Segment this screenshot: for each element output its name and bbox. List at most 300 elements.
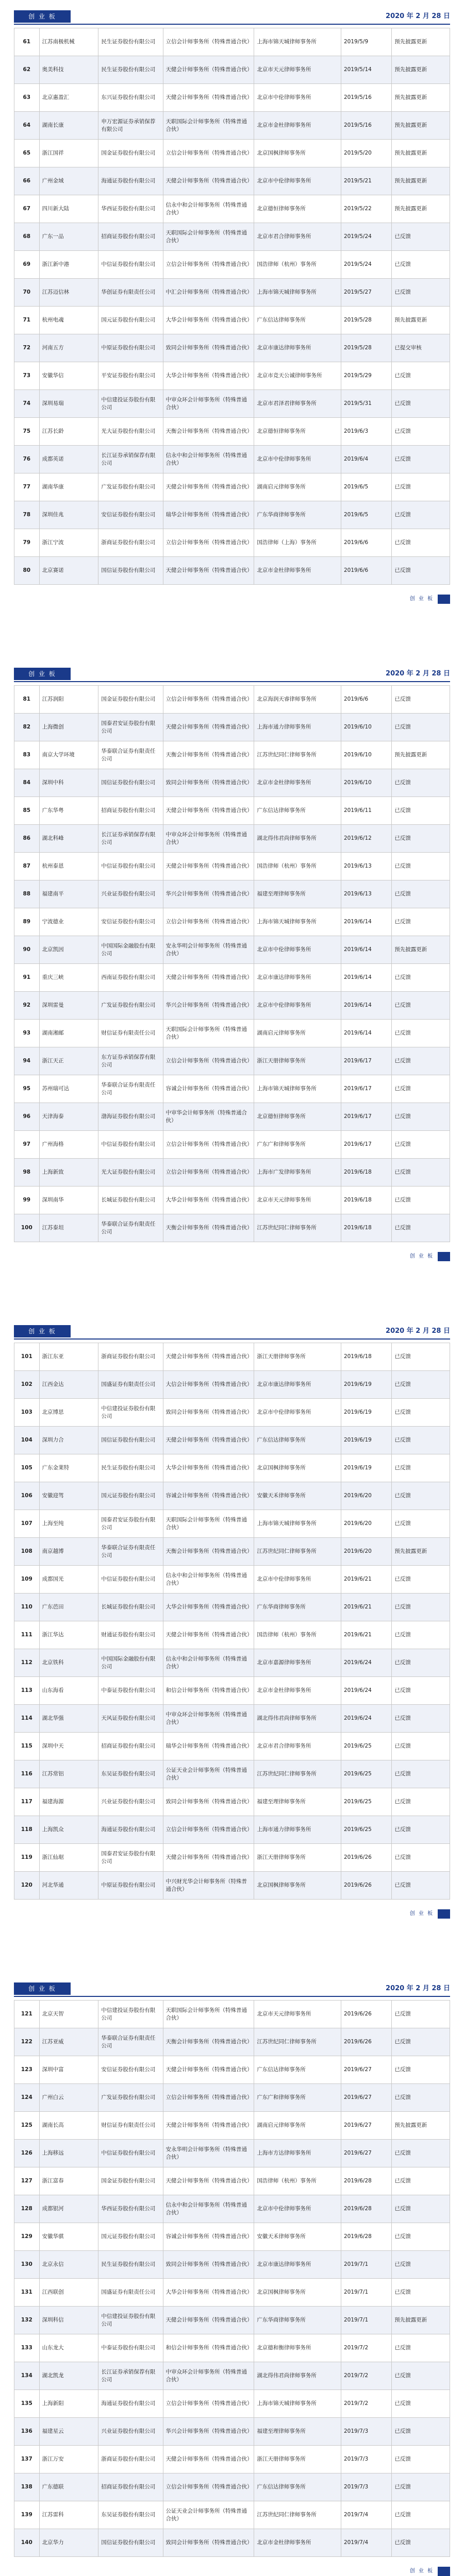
accounting-firm-cell: 中审华会计师事务所（特殊普通合伙） [163, 1103, 254, 1131]
law-firm-cell: 北京海润天睿律师事务所 [254, 686, 341, 714]
law-firm-cell: 上海市锦天城律师事务所 [254, 1075, 341, 1103]
sponsor-cell: 招商证券股份有限公司 [98, 2473, 163, 2501]
company-name-cell: 福建星云 [39, 2418, 98, 2446]
footer-badge [438, 595, 450, 604]
table-row [14, 473, 450, 501]
table-row [14, 2418, 450, 2446]
table-row [14, 1649, 450, 1677]
law-firm-cell: 北京市中伦律师事务所 [254, 167, 341, 195]
accounting-firm-cell: 中兴财光华会计师事务所（特殊普通合伙） [163, 1872, 254, 1900]
row-number-cell: 113 [14, 1677, 40, 1705]
accounting-firm-cell: 天职国际会计师事务所（特殊普通合伙） [163, 1510, 254, 1538]
accounting-firm-cell: 大信会计师事务所（特殊普通合伙） [163, 1371, 254, 1399]
sponsor-cell: 国信证券股份有限公司 [98, 1427, 163, 1454]
company-name-cell: 江西金达 [39, 1371, 98, 1399]
review-status-cell: 已反馈 [392, 992, 450, 1020]
filing-date-cell: 2019/6/18 [341, 1214, 391, 1242]
table-row [14, 2001, 450, 2028]
law-firm-cell: 北京市金杜律师事务所 [254, 2529, 341, 2557]
filing-date-cell: 2019/5/27 [341, 279, 391, 307]
table-row [14, 2334, 450, 2362]
table-row [14, 2028, 450, 2056]
row-number-cell: 68 [14, 223, 40, 251]
review-status-cell: 已反馈 [392, 1788, 450, 1816]
sponsor-cell: 财信证券有限责任公司 [98, 1020, 163, 1047]
filing-date-cell: 2019/6/17 [341, 1075, 391, 1103]
review-status-cell: 已反馈 [392, 2418, 450, 2446]
company-name-cell: 湖北华强 [39, 1705, 98, 1733]
review-status-cell: 已反馈 [392, 418, 450, 446]
company-name-cell: 深圳易瑞 [39, 390, 98, 418]
law-firm-cell: 国浩律师（上海）事务所 [254, 529, 341, 557]
document-page [0, 1972, 464, 2576]
accounting-firm-cell: 致同会计师事务所（特殊普通合伙） [163, 1399, 254, 1427]
accounting-firm-cell: 中审众环会计师事务所（特殊普通合伙） [163, 2362, 254, 2390]
law-firm-cell: 北京市中伦律师事务所 [254, 2195, 341, 2223]
accounting-firm-cell: 中审众环会计师事务所（特殊普通合伙） [163, 1705, 254, 1733]
sponsor-cell: 民生证券股份有限公司 [98, 56, 163, 84]
table-row [14, 1427, 450, 1454]
filing-date-cell: 2019/7/3 [341, 2473, 391, 2501]
law-firm-cell: 上海市广发律师事务所 [254, 1159, 341, 1187]
sponsor-cell: 西南证券股份有限公司 [98, 964, 163, 992]
filing-date-cell: 2019/6/6 [341, 686, 391, 714]
table-row [14, 167, 450, 195]
company-name-cell: 山东龙大 [39, 2334, 98, 2362]
sponsor-cell: 中国国际金融股份有限公司 [98, 1649, 163, 1677]
law-firm-cell: 上海市通力律师事务所 [254, 1816, 341, 1844]
review-status-cell: 已反馈 [392, 2529, 450, 2557]
law-firm-cell: 国浩律师（杭州）事务所 [254, 2167, 341, 2195]
accounting-firm-cell: 华兴会计师事务所（特殊普通合伙） [163, 880, 254, 908]
page-header [14, 9, 450, 25]
company-name-cell: 深圳雷曼 [39, 992, 98, 1020]
company-name-cell: 深圳力合 [39, 1427, 98, 1454]
footer-board-tag: 创 业 板 [409, 1253, 434, 1259]
company-name-cell: 河北华通 [39, 1872, 98, 1900]
company-name-cell: 广东金莱特 [39, 1454, 98, 1482]
law-firm-cell: 江苏世纪同仁律师事务所 [254, 741, 341, 769]
accounting-firm-cell: 容诚会计师事务所（特殊普通合伙） [163, 2223, 254, 2251]
sponsor-cell: 财信证券有限责任公司 [98, 2112, 163, 2140]
sponsor-cell: 东吴证券股份有限公司 [98, 2501, 163, 2529]
company-name-cell: 北京凯因 [39, 936, 98, 964]
sponsor-cell: 招商证券股份有限公司 [98, 223, 163, 251]
law-firm-cell: 北京德恒律师事务所 [254, 418, 341, 446]
law-firm-cell: 北京德恒律师事务所 [254, 1103, 341, 1131]
company-name-cell: 浙江东亚 [39, 1343, 98, 1371]
page-footer [14, 1909, 450, 1919]
sponsor-cell: 中信证券股份有限公司 [98, 1131, 163, 1159]
accounting-firm-cell: 立信会计师事务所（特殊普通合伙） [163, 1131, 254, 1159]
law-firm-cell: 北京市君泽君律师事务所 [254, 390, 341, 418]
row-number-cell: 95 [14, 1075, 40, 1103]
company-name-cell: 北京博思 [39, 1399, 98, 1427]
table-row [14, 2056, 450, 2084]
law-firm-cell: 广东信达律师事务所 [254, 1427, 341, 1454]
law-firm-cell: 上海市锦天城律师事务所 [254, 908, 341, 936]
table-row [14, 936, 450, 964]
filing-date-cell: 2019/6/27 [341, 2140, 391, 2167]
filing-date-cell: 2019/6/24 [341, 1649, 391, 1677]
row-number-cell: 104 [14, 1427, 40, 1454]
company-name-cell: 安徽华信 [39, 362, 98, 390]
row-number-cell: 123 [14, 2056, 40, 2084]
law-firm-cell: 浙江天册律师事务所 [254, 1047, 341, 1075]
table-row [14, 2362, 450, 2390]
board-tag: 创 业 板 [14, 668, 71, 680]
review-status-cell: 已反馈 [392, 1399, 450, 1427]
accounting-firm-cell: 公证天业会计师事务所（特殊普通合伙） [163, 1760, 254, 1788]
law-firm-cell: 北京国枫律师事务所 [254, 140, 341, 167]
sponsor-cell: 国信证券股份有限公司 [98, 769, 163, 797]
law-firm-cell: 北京市君合律师事务所 [254, 223, 341, 251]
company-name-cell: 湖南长高 [39, 2112, 98, 2140]
table-row [14, 686, 450, 714]
report-date: 2020 年 2 月 28 日 [386, 12, 450, 20]
accounting-firm-cell: 中审众环会计师事务所（特殊普通合伙） [163, 390, 254, 418]
law-firm-cell: 北京市康达律师事务所 [254, 2251, 341, 2279]
sponsor-cell: 国元证券股份有限公司 [98, 1482, 163, 1510]
filing-date-cell: 2019/6/11 [341, 797, 391, 825]
table-row [14, 529, 450, 557]
footer-badge [438, 2567, 450, 2576]
review-status-cell: 已反馈 [392, 1103, 450, 1131]
accounting-firm-cell: 立信会计师事务所（特殊普通合伙） [163, 2084, 254, 2112]
law-firm-cell: 广东广和律师事务所 [254, 1131, 341, 1159]
table-row [14, 112, 450, 140]
company-name-cell: 河南五方 [39, 334, 98, 362]
filing-date-cell: 2019/7/3 [341, 2446, 391, 2473]
sponsor-cell: 国盛证券有限责任公司 [98, 1371, 163, 1399]
table-row [14, 223, 450, 251]
company-name-cell: 广东芭田 [39, 1594, 98, 1621]
row-number-cell: 119 [14, 1844, 40, 1872]
row-number-cell: 89 [14, 908, 40, 936]
sponsor-cell: 民生证券股份有限公司 [98, 1454, 163, 1482]
accounting-firm-cell: 致同会计师事务所（特殊普通合伙） [163, 2251, 254, 2279]
law-firm-cell: 北京德恒律师事务所 [254, 195, 341, 223]
table-row [14, 964, 450, 992]
row-number-cell: 117 [14, 1788, 40, 1816]
table-row [14, 1844, 450, 1872]
table-row [14, 2195, 450, 2223]
row-number-cell: 120 [14, 1872, 40, 1900]
table-row [14, 908, 450, 936]
sponsor-cell: 长城证券股份有限公司 [98, 1187, 163, 1214]
filing-date-cell: 2019/6/10 [341, 769, 391, 797]
row-number-cell: 78 [14, 501, 40, 529]
review-status-cell: 已反馈 [392, 251, 450, 279]
review-status-cell: 已反馈 [392, 853, 450, 880]
review-status-cell: 已反馈 [392, 2001, 450, 2028]
row-number-cell: 73 [14, 362, 40, 390]
company-name-cell: 深圳南华 [39, 1187, 98, 1214]
accounting-firm-cell: 天健会计师事务所（特殊普通合伙） [163, 1621, 254, 1649]
sponsor-cell: 民生证券股份有限公司 [98, 2251, 163, 2279]
company-name-cell: 湖北凯龙 [39, 2362, 98, 2390]
accounting-firm-cell: 天健会计师事务所（特殊普通合伙） [163, 2307, 254, 2334]
filing-date-cell: 2019/6/17 [341, 1131, 391, 1159]
row-number-cell: 62 [14, 56, 40, 84]
sponsor-cell: 民生证券股份有限公司 [98, 28, 163, 56]
row-number-cell: 87 [14, 853, 40, 880]
row-number-cell: 134 [14, 2362, 40, 2390]
review-status-cell: 已反馈 [392, 1159, 450, 1187]
law-firm-cell: 浙江天册律师事务所 [254, 1844, 341, 1872]
company-name-cell: 奥美科技 [39, 56, 98, 84]
review-status-cell: 已反馈 [392, 1594, 450, 1621]
row-number-cell: 77 [14, 473, 40, 501]
sponsor-cell: 华创证券有限责任公司 [98, 279, 163, 307]
page-header [14, 667, 450, 682]
table-row [14, 1816, 450, 1844]
row-number-cell: 111 [14, 1621, 40, 1649]
sponsor-cell: 中信证券股份有限公司 [98, 1566, 163, 1594]
row-number-cell: 139 [14, 2501, 40, 2529]
row-number-cell: 97 [14, 1131, 40, 1159]
accounting-firm-cell: 华兴会计师事务所（特殊普通合伙） [163, 2418, 254, 2446]
row-number-cell: 127 [14, 2167, 40, 2195]
accounting-firm-cell: 天健会计师事务所（特殊普通合伙） [163, 2167, 254, 2195]
table-row [14, 279, 450, 307]
filing-date-cell: 2019/5/21 [341, 167, 391, 195]
accounting-firm-cell: 信永中和会计师事务所（特殊普通合伙） [163, 195, 254, 223]
filing-date-cell: 2019/7/2 [341, 2334, 391, 2362]
review-status-cell: 已提交审核 [392, 334, 450, 362]
table-row [14, 251, 450, 279]
company-name-cell: 北京赛诺 [39, 557, 98, 585]
review-status-cell: 已反馈 [392, 390, 450, 418]
filing-date-cell: 2019/5/28 [341, 334, 391, 362]
accounting-firm-cell: 天健会计师事务所（特殊普通合伙） [163, 557, 254, 585]
review-status-cell: 预先披露更新 [392, 112, 450, 140]
sponsor-cell: 浙商证券股份有限公司 [98, 1343, 163, 1371]
sponsor-cell: 安信证券股份有限公司 [98, 908, 163, 936]
law-firm-cell: 广东广和律师事务所 [254, 2084, 341, 2112]
company-name-cell: 上海凯众 [39, 1816, 98, 1844]
row-number-cell: 81 [14, 686, 40, 714]
board-tag: 创 业 板 [14, 10, 71, 23]
filing-date-cell: 2019/6/14 [341, 992, 391, 1020]
row-number-cell: 126 [14, 2140, 40, 2167]
sponsor-cell: 中信证券股份有限公司 [98, 2140, 163, 2167]
law-firm-cell: 北京市金杜律师事务所 [254, 769, 341, 797]
review-status-cell: 已反馈 [392, 2334, 450, 2362]
row-number-cell: 118 [14, 1816, 40, 1844]
review-status-cell: 已反馈 [392, 1075, 450, 1103]
accounting-firm-cell: 立信会计师事务所（特殊普通合伙） [163, 529, 254, 557]
company-name-cell: 浙江天正 [39, 1047, 98, 1075]
filing-date-cell: 2019/6/14 [341, 1020, 391, 1047]
review-status-cell: 已反馈 [392, 797, 450, 825]
row-number-cell: 82 [14, 714, 40, 741]
row-number-cell: 114 [14, 1705, 40, 1733]
filing-date-cell: 2019/7/4 [341, 2529, 391, 2557]
review-status-cell: 已反馈 [392, 279, 450, 307]
filing-date-cell: 2019/6/18 [341, 1343, 391, 1371]
review-status-cell: 已反馈 [392, 1214, 450, 1242]
accounting-firm-cell: 天衡会计师事务所（特殊普通合伙） [163, 418, 254, 446]
table-row [14, 2084, 450, 2112]
table-row [14, 1705, 450, 1733]
company-name-cell: 深圳科信 [39, 2307, 98, 2334]
table-row [14, 2529, 450, 2557]
filing-date-cell: 2019/6/26 [341, 1844, 391, 1872]
document-page [0, 657, 464, 1315]
company-name-cell: 上海至纯 [39, 1510, 98, 1538]
table-row [14, 880, 450, 908]
sponsor-cell: 长江证券承销保荐有限公司 [98, 2362, 163, 2390]
page-footer [14, 595, 450, 604]
review-status-cell: 已反馈 [392, 1760, 450, 1788]
filing-date-cell: 2019/7/1 [341, 2251, 391, 2279]
sponsor-cell: 华泰联合证券有限责任公司 [98, 1538, 163, 1566]
table-row [14, 1677, 450, 1705]
law-firm-cell: 北京市中伦律师事务所 [254, 992, 341, 1020]
filing-date-cell: 2019/6/24 [341, 1705, 391, 1733]
filing-date-cell: 2019/6/14 [341, 936, 391, 964]
filing-date-cell: 2019/5/28 [341, 307, 391, 334]
page-header [14, 1324, 450, 1340]
accounting-firm-cell: 信永中和会计师事务所（特殊普通合伙） [163, 1649, 254, 1677]
sponsor-cell: 国元证券股份有限公司 [98, 2223, 163, 2251]
company-name-cell: 浙江仙琚 [39, 1844, 98, 1872]
row-number-cell: 101 [14, 1343, 40, 1371]
law-firm-cell: 北京国枫律师事务所 [254, 1454, 341, 1482]
review-status-cell: 预先披露更新 [392, 56, 450, 84]
filing-date-cell: 2019/7/3 [341, 2418, 391, 2446]
table-row [14, 501, 450, 529]
company-name-cell: 广州白云 [39, 2084, 98, 2112]
sponsor-cell: 海通证券股份有限公司 [98, 1816, 163, 1844]
sponsor-cell: 申万宏源证券承销保荐有限公司 [98, 112, 163, 140]
row-number-cell: 61 [14, 28, 40, 56]
review-status-cell: 已反馈 [392, 1343, 450, 1371]
sponsor-cell: 中信建投证券股份有限公司 [98, 2001, 163, 2028]
review-status-cell: 已反馈 [392, 1482, 450, 1510]
company-name-cell: 浙江华达 [39, 1621, 98, 1649]
filing-date-cell: 2019/6/10 [341, 714, 391, 741]
law-firm-cell: 广东华商律师事务所 [254, 2307, 341, 2334]
law-firm-cell: 福建至理律师事务所 [254, 880, 341, 908]
table-row [14, 2112, 450, 2140]
row-number-cell: 76 [14, 446, 40, 473]
review-status-cell: 已反馈 [392, 1187, 450, 1214]
law-firm-cell: 北京市金杜律师事务所 [254, 1677, 341, 1705]
law-firm-cell: 北京市竞天公诚律师事务所 [254, 362, 341, 390]
filing-date-cell: 2019/5/14 [341, 56, 391, 84]
filing-date-cell: 2019/7/2 [341, 2390, 391, 2418]
sponsor-cell: 中国国际金融股份有限公司 [98, 936, 163, 964]
page-footer [14, 2567, 450, 2576]
law-firm-cell: 安徽天禾律师事务所 [254, 1482, 341, 1510]
row-number-cell: 74 [14, 390, 40, 418]
accounting-firm-cell: 天健会计师事务所（特殊普通合伙） [163, 1844, 254, 1872]
row-number-cell: 66 [14, 167, 40, 195]
review-status-cell: 已反馈 [392, 2028, 450, 2056]
filing-date-cell: 2019/6/26 [341, 2028, 391, 2056]
table-row [14, 992, 450, 1020]
law-firm-cell: 湖北得伟君尚律师事务所 [254, 2362, 341, 2390]
table-row [14, 418, 450, 446]
review-status-cell: 已反馈 [392, 362, 450, 390]
company-name-cell: 江苏泰坦 [39, 1214, 98, 1242]
company-name-cell: 上海新阳 [39, 2390, 98, 2418]
table-row [14, 140, 450, 167]
row-number-cell: 107 [14, 1510, 40, 1538]
table-row [14, 2501, 450, 2529]
law-firm-cell: 福建至理律师事务所 [254, 1788, 341, 1816]
company-name-cell: 天津海泰 [39, 1103, 98, 1131]
law-firm-cell: 福建至理律师事务所 [254, 2418, 341, 2446]
law-firm-cell: 北京国枫律师事务所 [254, 1872, 341, 1900]
review-status-cell: 已反馈 [392, 2390, 450, 2418]
row-number-cell: 116 [14, 1760, 40, 1788]
accounting-firm-cell: 天职国际会计师事务所（特殊普通合伙） [163, 2001, 254, 2028]
company-name-cell: 湖南华康 [39, 473, 98, 501]
company-name-cell: 浙江万安 [39, 2446, 98, 2473]
accounting-firm-cell: 大华会计师事务所（特殊普通合伙） [163, 1187, 254, 1214]
review-status-cell: 已反馈 [392, 223, 450, 251]
law-firm-cell: 北京市中伦律师事务所 [254, 84, 341, 112]
row-number-cell: 137 [14, 2446, 40, 2473]
table-row [14, 1566, 450, 1594]
sponsor-cell: 安信证券股份有限公司 [98, 501, 163, 529]
review-status-cell: 已反馈 [392, 2446, 450, 2473]
row-number-cell: 138 [14, 2473, 40, 2501]
row-number-cell: 129 [14, 2223, 40, 2251]
sponsor-cell: 东方证券承销保荐有限公司 [98, 1047, 163, 1075]
law-firm-cell: 北京市中伦律师事务所 [254, 1399, 341, 1427]
review-status-cell: 已反馈 [392, 1621, 450, 1649]
accounting-firm-cell: 天健会计师事务所（特殊普通合伙） [163, 2056, 254, 2084]
filing-date-cell: 2019/6/13 [341, 853, 391, 880]
table-row [14, 307, 450, 334]
sponsor-cell: 浙商证券股份有限公司 [98, 2446, 163, 2473]
review-status-cell: 已反馈 [392, 2362, 450, 2390]
law-firm-cell: 北京市中伦律师事务所 [254, 1566, 341, 1594]
review-status-cell: 已反馈 [392, 1371, 450, 1399]
law-firm-cell: 广东华商律师事务所 [254, 1594, 341, 1621]
filing-date-cell: 2019/6/4 [341, 446, 391, 473]
law-firm-cell: 湖南启元律师事务所 [254, 473, 341, 501]
table-row [14, 2446, 450, 2473]
law-firm-cell: 国浩律师（杭州）事务所 [254, 1621, 341, 1649]
filing-date-cell: 2019/6/27 [341, 2084, 391, 2112]
law-firm-cell: 北京市君合律师事务所 [254, 1733, 341, 1760]
accounting-firm-cell: 天健会计师事务所（特殊普通合伙） [163, 853, 254, 880]
company-name-cell: 深圳中天 [39, 1733, 98, 1760]
company-name-cell: 北京天智 [39, 2001, 98, 2028]
sponsor-cell: 安信证券股份有限公司 [98, 2056, 163, 2084]
accounting-firm-cell: 信永中和会计师事务所（特殊普通合伙） [163, 2195, 254, 2223]
law-firm-cell: 北京市天元律师事务所 [254, 2001, 341, 2028]
board-tag: 创 业 板 [14, 1982, 71, 1995]
review-status-cell: 已反馈 [392, 2195, 450, 2223]
accounting-firm-cell: 和信会计师事务所（特殊普通合伙） [163, 2334, 254, 2362]
filing-date-cell: 2019/5/16 [341, 84, 391, 112]
page-footer [14, 1252, 450, 1261]
company-name-cell: 北京永信 [39, 2251, 98, 2279]
filing-date-cell: 2019/6/21 [341, 1594, 391, 1621]
accounting-firm-cell: 立信会计师事务所（特殊普通合伙） [163, 251, 254, 279]
ipo-applicant-table [14, 1343, 450, 1900]
filing-date-cell: 2019/6/14 [341, 964, 391, 992]
law-firm-cell: 湖南启元律师事务所 [254, 2112, 341, 2140]
accounting-firm-cell: 天健会计师事务所（特殊普通合伙） [163, 167, 254, 195]
review-status-cell: 已反馈 [392, 769, 450, 797]
